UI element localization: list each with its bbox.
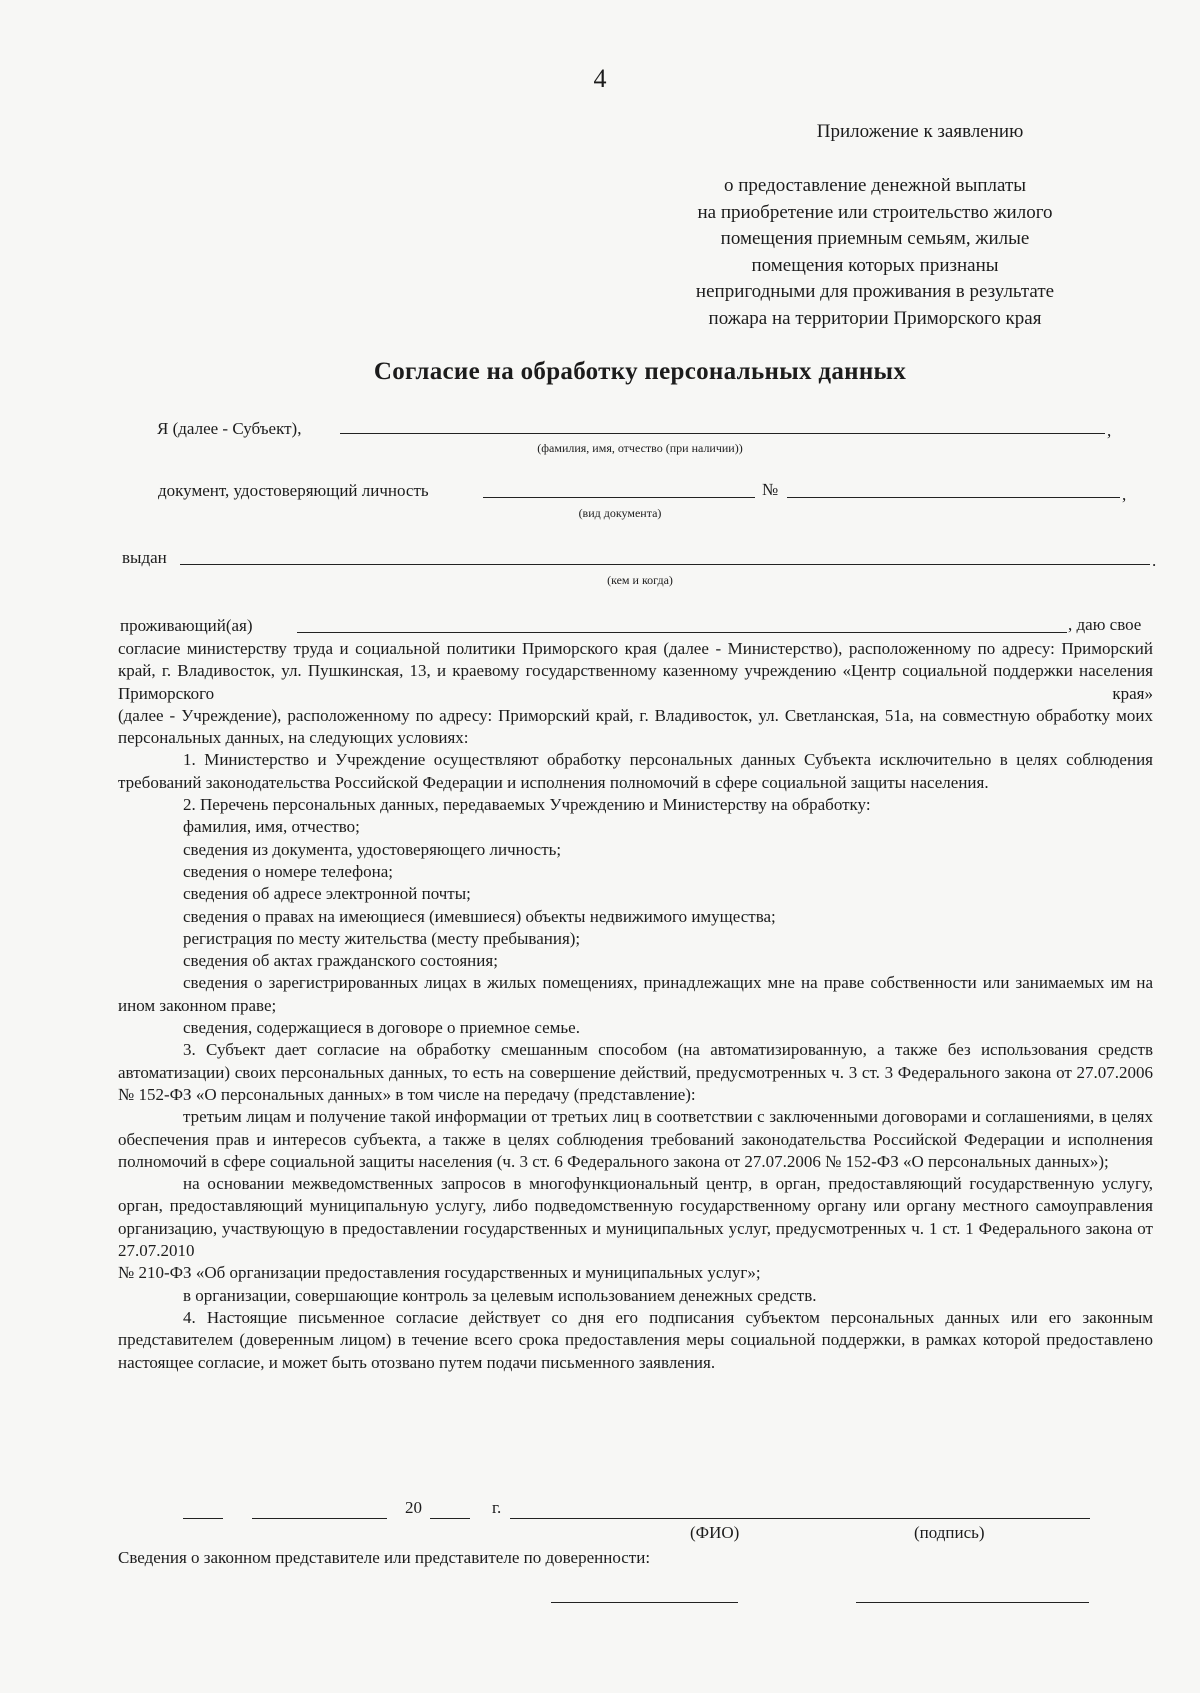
appendix-title: Приложение к заявлению <box>816 121 1024 142</box>
item-3-a: третьим лицам и получение такой информации от третьих лиц в соответствии с заключенными договорами и соглашениями, в целях обеспечения прав и интересов субъекта, а также в целях соблюдения требований законодательства Российской Федерации и исполнения полномочий в сфере социальной защиты населения (ч. 3 ст. 6 Федерального закона от 27.07.2006 № 152-ФЗ «О персональных данных»); <box>118 1107 1153 1171</box>
issued-caption: (кем и когда) <box>607 573 673 587</box>
month-field[interactable] <box>252 1518 387 1519</box>
appendix-subtitle-line: на приобретение или строительство жилого <box>697 201 1053 223</box>
document-type-field[interactable] <box>483 497 755 498</box>
data-list-item: сведения из документа, удостоверяющего личность; <box>183 839 562 859</box>
signature-caption: (подпись) <box>914 1523 985 1542</box>
year-prefix: 20 <box>405 1498 422 1517</box>
representative-label: Сведения о законном представителе или представителе по доверенности: <box>118 1548 651 1567</box>
document-caption: (вид документа) <box>578 506 662 520</box>
representative-signature-field[interactable] <box>856 1602 1089 1603</box>
page-number: 4 <box>593 64 607 93</box>
day-field[interactable] <box>183 1518 223 1519</box>
appendix-subtitle <box>640 173 1110 332</box>
living-label: проживающий(ая) <box>120 616 253 635</box>
issued-by-field[interactable] <box>180 564 1150 565</box>
subject-comma: , <box>1107 421 1112 440</box>
data-list-item: регистрация по месту жительства (месту пребывания); <box>183 928 581 948</box>
fio-signature-field[interactable] <box>510 1518 1090 1519</box>
document-number-field[interactable] <box>787 497 1120 498</box>
data-list-item: сведения о номере телефона; <box>183 861 393 881</box>
consent-intro-end: (далее - Учреждение), расположенному по адресу: Приморский край, г. Владивосток, ул. Светланская, 51а, на совместную обработку моих персональных данных, на следующих условиях: <box>118 705 1153 748</box>
year-suffix: г. <box>492 1498 502 1517</box>
item-3-b: на основании межведомственных запросов в многофункциональный центр, в орган, предоставляющий государственную услугу, орган, предоставляющий муниципальную услугу, либо подведомственную государственному органу или органу местного самоуправления организацию, участвующую в предоставлении государственных и муниципальных услуг, предусмотренных ч. 1 ст. 1 Федерального закона от 27.07.2010 <box>118 1174 1153 1261</box>
consent-tail: , даю свое <box>1068 615 1142 634</box>
item-3: 3. Субъект дает согласие на обработку смешанным способом (на автоматизированную, а также без использования средств автоматизации) своих персональных данных, то есть на совершение действий, предусмотренных ч. 3 ст. 3 Федерального закона от 27.07.2006 № 152-ФЗ «О персональных данных» в том числе на передачу (представление): <box>118 1040 1153 1104</box>
appendix-subtitle-line: помещения приемным семьям, жилые <box>720 228 1030 249</box>
data-list-item: сведения об актах гражданского состояния; <box>183 951 498 971</box>
item-4: 4. Настоящие письменное согласие действует со дня его подписания субъектом персональных данных или его законным представителем (доверенным лицом) в течение всего срока предоставления меры социальной поддержки, в рамках которой предоставлено настоящее согласие, и может быть отозвано путем подачи письменного заявления. <box>118 1307 1153 1372</box>
data-list-item: сведения о правах на имеющиеся (имевшиеся) объекты недвижимого имущества; <box>183 906 776 926</box>
data-list-item: сведения о зарегистрированных лицах в жилых помещениях, принадлежащих мне на праве собственности или занимаемых им на ином законном праве; <box>118 973 1153 1015</box>
document-label: документ, удостоверяющий личность <box>158 481 429 500</box>
appendix-subtitle-line: помещения которых признаны <box>751 254 999 276</box>
subject-caption: (фамилия, имя, отчество (при наличии)) <box>537 441 743 455</box>
data-list-item: сведения об адресе электронной почты; <box>183 884 471 904</box>
number-sign: № <box>762 480 779 499</box>
issued-label: выдан <box>122 548 167 567</box>
year-field[interactable] <box>430 1518 470 1519</box>
consent-body <box>118 638 1153 1374</box>
document-comma: , <box>1122 485 1127 504</box>
subject-name-field[interactable] <box>340 433 1105 434</box>
representative-fio-field[interactable] <box>551 1602 738 1603</box>
document-title: Согласие на обработку персональных данных <box>373 358 907 385</box>
issued-period: . <box>1152 551 1157 570</box>
appendix-subtitle-line: о предоставление денежной выплаты <box>723 175 1027 196</box>
address-field[interactable] <box>297 632 1067 633</box>
data-list-item: сведения, содержащиеся в договоре о приемное семье. <box>183 1018 580 1038</box>
subject-label: Я (далее - Субъект), <box>157 419 302 438</box>
fio-caption: (ФИО) <box>690 1523 740 1542</box>
appendix-subtitle-line: непригодными для проживания в результате <box>695 281 1055 302</box>
consent-intro: согласие министерству труда и социальной политики Приморского края (далее - Министерство), расположенному по адресу: Приморский край, г. Владивосток, ул. Пушкинская, 13, и краевому государственному казенному учреждению «Центр социальной поддержки населения Приморского края» <box>118 639 1153 703</box>
appendix-subtitle-line: пожара на территории Приморского края <box>708 307 1042 329</box>
item-2: 2. Перечень персональных данных, передаваемых Учреждению и Министерству на обработку: <box>183 795 871 815</box>
item-3-c: в организации, совершающие контроль за целевым использованием денежных средств. <box>183 1285 817 1305</box>
item-1: 1. Министерство и Учреждение осуществляют обработку персональных данных Субъекта исключительно в целях соблюдения требований законодательства Российской Федерации и исполнения полномочий в сфере социальной защиты населения. <box>118 750 1153 792</box>
item-3-b-end: № 210-ФЗ «Об организации предоставления государственных и муниципальных услуг»; <box>118 1263 761 1283</box>
data-list-item: фамилия, имя, отчество; <box>183 817 360 837</box>
